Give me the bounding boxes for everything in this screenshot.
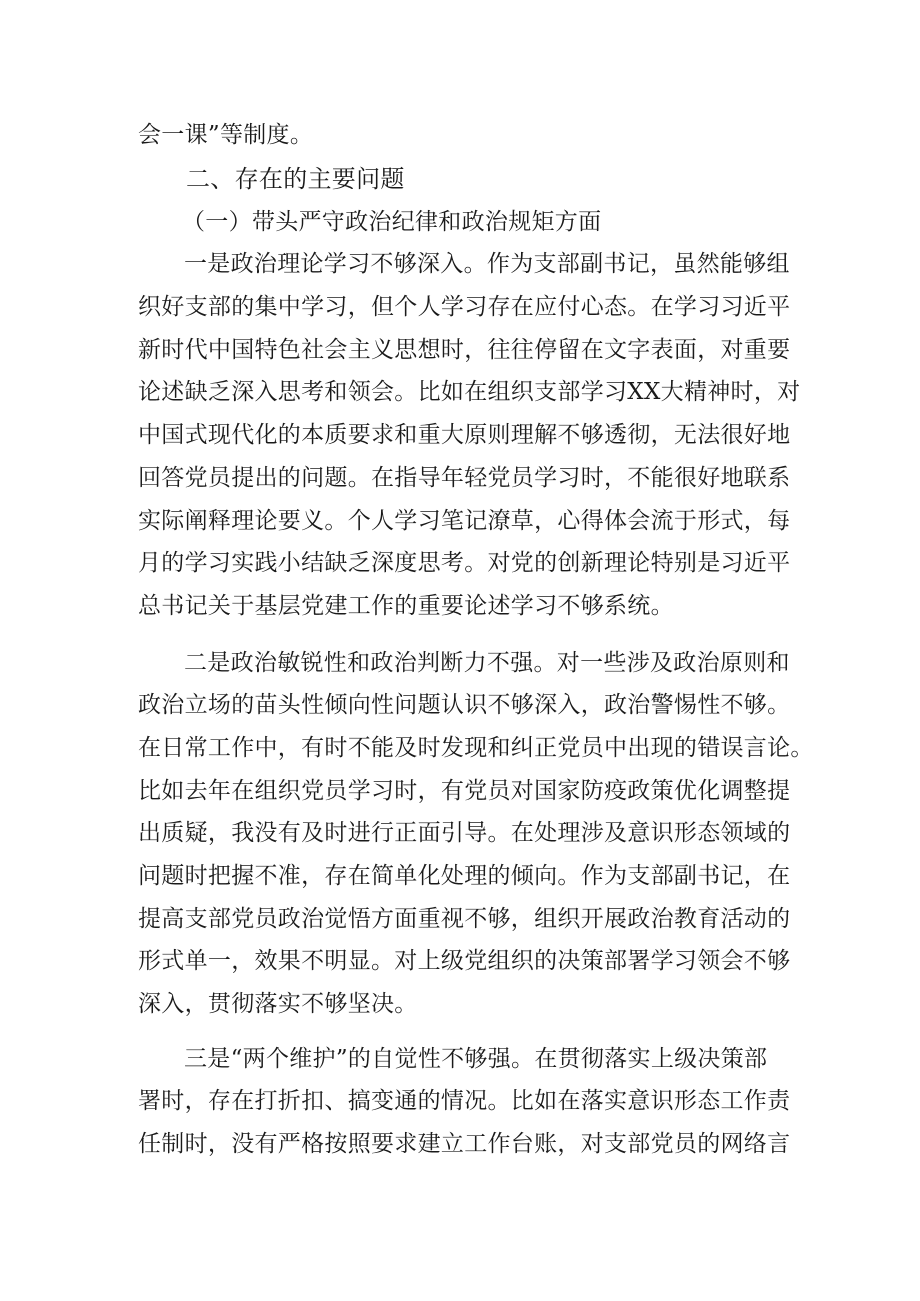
- paragraph-line: 三是“两个维护”的自觉性不够强。在贯彻落实上级决策部: [184, 1045, 768, 1072]
- paragraph-line: 回答党员提出的问题。在指导年轻党员学习时，不能很好地联系: [138, 464, 791, 491]
- subsection-heading: （一）带头严守政治纪律和政治规矩方面: [182, 208, 602, 235]
- paragraph-line: 总书记关于基层党建工作的重要论述学习不够系统。: [138, 592, 674, 619]
- section-heading: 二、存在的主要问题: [186, 164, 405, 193]
- paragraph-line: 一是政治理论学习不够深入。作为支部副书记，虽然能够组: [184, 251, 790, 278]
- paragraph-line: 问题时把握不准，存在简单化处理的倾向。作为支部副书记，在: [138, 863, 791, 889]
- document-page: [138, 114, 814, 1166]
- paragraph-line: 任制时，没有严格按照要求建立工作台账，对支部党员的网络言: [138, 1131, 791, 1158]
- paragraph-line: 月的学习实践小结缺乏深度思考。对党的创新理论特别是习近平: [138, 550, 791, 577]
- paragraph-line: 实际阐释理论要义。个人学习笔记潦草，心得体会流于形式，每: [138, 507, 791, 534]
- paragraph-line: 提高支部党员政治觉悟方面重视不够，组织开展政治教育活动的: [138, 905, 791, 932]
- paragraph-line: 政治立场的苗头性倾向性问题认识不够深入，政治警惕性不够。: [138, 692, 791, 719]
- paragraph-line: 织好支部的集中学习，但个人学习存在应付心态。在学习习近平: [138, 294, 791, 321]
- paragraph-line: 署时，存在打折扣、搞变通的情况。比如在落实意识形态工作责: [138, 1088, 791, 1115]
- paragraph-line: 会一课”等制度。: [138, 122, 314, 148]
- paragraph-line: 出质疑，我没有及时进行正面引导。在处理涉及意识形态领域的: [138, 820, 791, 847]
- paragraph-line: 比如去年在组织党员学习时，有党员对国家防疫政策优化调整提: [138, 777, 791, 804]
- paragraph-line: 新时代中国特色社会主义思想时，往往停留在文字表面，对重要: [138, 336, 791, 363]
- paragraph-line: 形式单一，效果不明显。对上级党组织的决策部署学习领会不够: [138, 948, 791, 975]
- paragraph-line: 论述缺乏深入思考和领会。比如在组织支部学习XX大精神时，对: [138, 379, 801, 406]
- paragraph-line: 二是政治敏锐性和政治判断力不强。对一些涉及政治原则和: [184, 649, 790, 676]
- paragraph-line: 在日常工作中，有时不能及时发现和纠正党员中出现的错误言论。: [138, 734, 814, 761]
- paragraph-line: 中国式现代化的本质要求和重大原则理解不够透彻，无法很好地: [138, 422, 791, 449]
- paragraph-line: 深入，贯彻落实不够坚决。: [138, 991, 418, 1018]
